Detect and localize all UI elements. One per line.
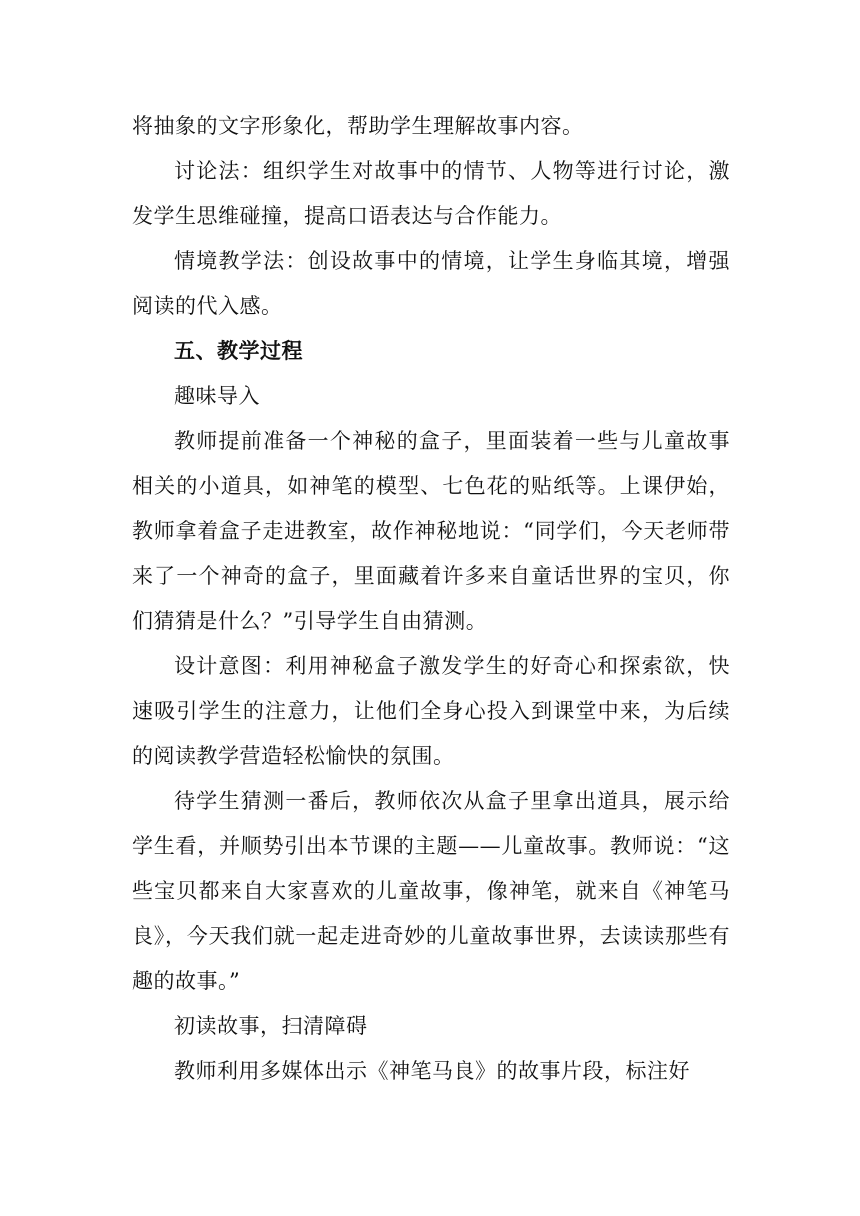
section-heading-teaching-process: 五、教学过程 <box>174 339 303 363</box>
paragraph-situational-method: 情境教学法：创设故事中的情境，让学生身临其境，增强阅读的代入感。 <box>132 249 730 318</box>
paragraph-design-intent: 设计意图：利用神秘盒子激发学生的好奇心和探索欲，快速吸引学生的注意力，让他们全身心投入到课堂中来，为后续的阅读教学营造轻松愉快的氛围。 <box>132 654 730 768</box>
paragraph-continuation: 将抽象的文字形象化，帮助学生理解故事内容。 <box>132 114 584 138</box>
document-page <box>132 104 730 1094</box>
subheading-first-reading: 初读故事，扫清障碍 <box>174 1014 368 1038</box>
subheading-fun-intro: 趣味导入 <box>174 384 260 408</box>
paragraph-discussion-method: 讨论法：组织学生对故事中的情节、人物等进行讨论，激发学生思维碰撞，提高口语表达与合作能力。 <box>132 159 730 228</box>
paragraph-reveal-props: 待学生猜测一番后，教师依次从盒子里拿出道具，展示给学生看，并顺势引出本节课的主题——儿童故事。教师说：“这些宝贝都来自大家喜欢的儿童故事，像神笔，就来自《神笔马良》，今天我们就一起走进奇妙的儿童故事世界，去读读那些有趣的故事。” <box>132 789 730 993</box>
paragraph-multimedia: 教师利用多媒体出示《神笔马良》的故事片段，标注好 <box>174 1059 690 1083</box>
paragraph-mystery-box: 教师提前准备一个神秘的盒子，里面装着一些与儿童故事相关的小道具，如神笔的模型、七色花的贴纸等。上课伊始，教师拿着盒子走进教室，故作神秘地说：“同学们，今天老师带来了一个神奇的盒子，里面藏着许多来自童话世界的宝贝，你们猜猜是什么？”引导学生自由猜测。 <box>132 429 730 633</box>
